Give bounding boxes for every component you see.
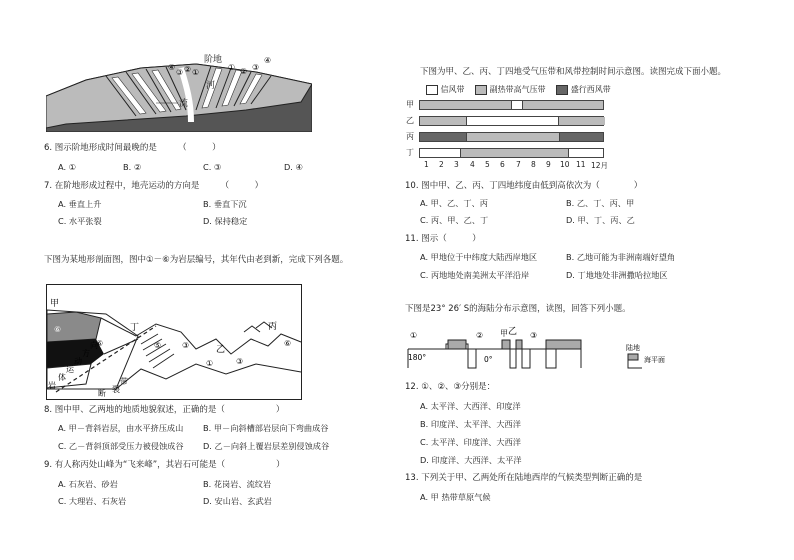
q12-stem: 12. ①、②、③分别是： <box>405 382 496 392</box>
q12-option-d[interactable]: D. 印度洋、大西洋、太平洋 <box>420 455 522 465</box>
label-fang: 方 <box>82 349 90 358</box>
q11-option-a[interactable]: A. 甲地位于中纬度大陆西岸地区 <box>420 252 538 262</box>
q6-stem: 6. 图示阶地形成时间最晚的是 （ ） <box>44 143 221 153</box>
intro-3: 下图是23° 26′ S的海陆分布示意图，读图，回答下列小题。 <box>405 304 631 314</box>
label-yi: 乙 <box>216 345 226 355</box>
q7-option-c[interactable]: C. 水平张裂 <box>58 216 102 226</box>
layer-num: ⑤ <box>154 341 162 350</box>
q7-option-d[interactable]: D. 保持稳定 <box>203 216 248 226</box>
month-tick: 8 <box>531 160 536 169</box>
q12-option-b[interactable]: B. 印度洋、太平洋、大西洋 <box>420 419 521 429</box>
terrace-num: ④ <box>168 63 176 72</box>
land-sea-figure <box>406 320 676 380</box>
label-yi: 乙 <box>508 327 518 337</box>
terrace-num: ③ <box>176 68 184 77</box>
month-axis <box>419 160 619 172</box>
month-tick: 4 <box>470 160 475 169</box>
row-label-ding: 丁 <box>406 148 414 157</box>
q12-option-c[interactable]: C. 太平洋、印度洋、大西洋 <box>420 437 521 447</box>
legend-trade: 信风带 <box>440 85 465 94</box>
layer-num: ① <box>206 359 214 368</box>
label-jia: 甲 <box>50 299 60 309</box>
bar-yi <box>419 116 604 126</box>
month-tick: 1 <box>424 160 429 169</box>
q11-option-d[interactable]: D. 丁地地处非洲撒哈拉地区 <box>566 270 668 280</box>
label-180: 180° <box>408 353 427 362</box>
q10-option-c[interactable]: C. 丙、甲、乙、丁 <box>420 215 489 225</box>
q8-option-c[interactable]: C. 乙－背斜顶部受压力被侵蚀成谷 <box>58 441 184 451</box>
label-jiedi: 阶地 <box>204 55 223 65</box>
label-he: 河 <box>206 81 216 91</box>
label-c1: ① <box>410 331 418 340</box>
terrace-num: ② <box>240 67 248 76</box>
month-tick: 6 <box>500 160 505 169</box>
q6-option-a[interactable]: A. ① <box>58 162 77 172</box>
label-0: 0° <box>484 355 493 364</box>
q6-option-c[interactable]: C. ③ <box>203 162 222 172</box>
terrace-num: ③ <box>252 63 260 72</box>
month-tick: 11 <box>576 160 586 169</box>
label-c3: ③ <box>530 331 538 340</box>
month-tick: 2 <box>439 160 444 169</box>
q12-option-a[interactable]: A. 太平洋、大西洋、印度洋 <box>420 401 521 411</box>
month-tick: 5 <box>485 160 490 169</box>
month-tick: 12月 <box>591 161 609 170</box>
month-tick: 7 <box>516 160 521 169</box>
label-lie: 裂 <box>112 385 120 394</box>
q10-option-a[interactable]: A. 甲、乙、丁、丙 <box>420 198 488 208</box>
q9-option-a[interactable]: A. 石灰岩、砂岩 <box>58 479 118 489</box>
legend-land: 陆地 <box>626 344 640 352</box>
q11-option-b[interactable]: B. 乙地可能为非洲南端好望角 <box>566 252 676 262</box>
q6-option-b[interactable]: B. ② <box>123 162 142 172</box>
legend-swatch-west <box>556 85 568 95</box>
layer-num: ⑥ <box>96 339 104 348</box>
label-c2: ② <box>476 331 484 340</box>
q9-option-d[interactable]: D. 安山岩、玄武岩 <box>203 496 272 506</box>
q7-stem: 7. 在阶地形成过程中，地壳运动的方向是 （ ） <box>44 181 264 191</box>
label-ding: 丁 <box>130 323 140 333</box>
label-jia: 甲 <box>500 329 508 338</box>
q11-option-c[interactable]: C. 丙地地处南美洲太平洋沿岸 <box>420 270 530 280</box>
month-tick: 3 <box>454 160 459 169</box>
terrace-num: ④ <box>264 56 272 65</box>
legend-sea: 海平面 <box>644 356 665 364</box>
label-dai: 带 <box>120 377 128 386</box>
q9-stem: 9. 有人称丙处山峰为“飞来峰”，其岩石可能是（ ） <box>44 460 285 470</box>
wind-legend <box>426 84 611 95</box>
label-ti: 体 <box>58 373 66 382</box>
row-label-yi: 乙 <box>406 116 414 125</box>
q6-option-d[interactable]: D. ④ <box>284 162 303 172</box>
layer-num: ③ <box>182 341 190 350</box>
label-dong: 动 <box>74 357 82 366</box>
intro-right: 下图为甲、乙、丙、丁四地受气压带和风带控制时间示意图。读图完成下面小题。 <box>420 67 727 77</box>
row-label-bing: 丙 <box>406 132 414 141</box>
q8-option-d[interactable]: D. 乙－向斜上覆岩层差别侵蚀成谷 <box>203 441 330 451</box>
q10-stem: 10. 图中甲、乙、丙、丁四地纬度由低到高依次为（ ） <box>405 181 643 191</box>
bar-bing <box>419 132 604 142</box>
legend-high: 副热带高气压带 <box>489 85 546 94</box>
q10-option-b[interactable]: B. 乙、丁、丙、甲 <box>566 198 635 208</box>
layer-num: ③ <box>236 357 244 366</box>
label-bing: 丙 <box>268 322 278 332</box>
legend-swatch-trade <box>426 85 438 95</box>
q13-option-a[interactable]: A. 甲 热带草原气候 <box>420 492 491 502</box>
q8-option-b[interactable]: B. 甲－向斜槽部岩层向下弯曲成谷 <box>203 423 329 433</box>
label-liu: 流 <box>179 99 189 109</box>
terrace-num: ① <box>192 68 200 77</box>
q9-option-c[interactable]: C. 大理岩、石灰岩 <box>58 496 127 506</box>
bar-jia <box>419 100 604 110</box>
month-tick: 10 <box>560 160 570 169</box>
legend-swatch-high <box>475 85 487 95</box>
q11-stem: 11. 图示（ ） <box>405 234 481 244</box>
q7-option-b[interactable]: B. 垂直下沉 <box>203 199 247 209</box>
label-xiang: 向 <box>90 341 98 350</box>
layer-num: ⑥ <box>54 325 62 334</box>
label-yan: 岩 <box>48 381 56 390</box>
row-label-jia: 甲 <box>406 100 414 109</box>
q13-stem: 13. 下列关于甲、乙两处所在陆地西岸的气候类型判断正确的是 <box>405 473 643 483</box>
terrace-num: ② <box>184 65 192 74</box>
cross-section-figure <box>46 284 302 400</box>
q8-stem: 8. 图中甲、乙两地的地质地貌叙述，正确的是（ ） <box>44 405 285 415</box>
month-tick: 9 <box>546 160 551 169</box>
q7-option-a[interactable]: A. 垂直上升 <box>58 199 102 209</box>
q9-option-b[interactable]: B. 花岗岩、流纹岩 <box>203 479 272 489</box>
terrace-num: ① <box>228 63 236 72</box>
legend-west: 盛行西风带 <box>570 85 611 94</box>
intro-2: 下图为某地形剖面图，图中①－⑥为岩层编号，其年代由老到新，完成下列各题。 <box>44 255 349 265</box>
q10-option-d[interactable]: D. 甲、丁、丙、乙 <box>566 215 635 225</box>
q8-option-a[interactable]: A. 甲－背斜岩层，由水平挤压成山 <box>58 423 184 433</box>
label-duan: 断 <box>98 389 106 398</box>
terrace-figure <box>46 50 312 132</box>
bar-ding <box>419 148 604 158</box>
layer-num: ⑥ <box>284 339 292 348</box>
label-yun: 运 <box>66 365 74 374</box>
